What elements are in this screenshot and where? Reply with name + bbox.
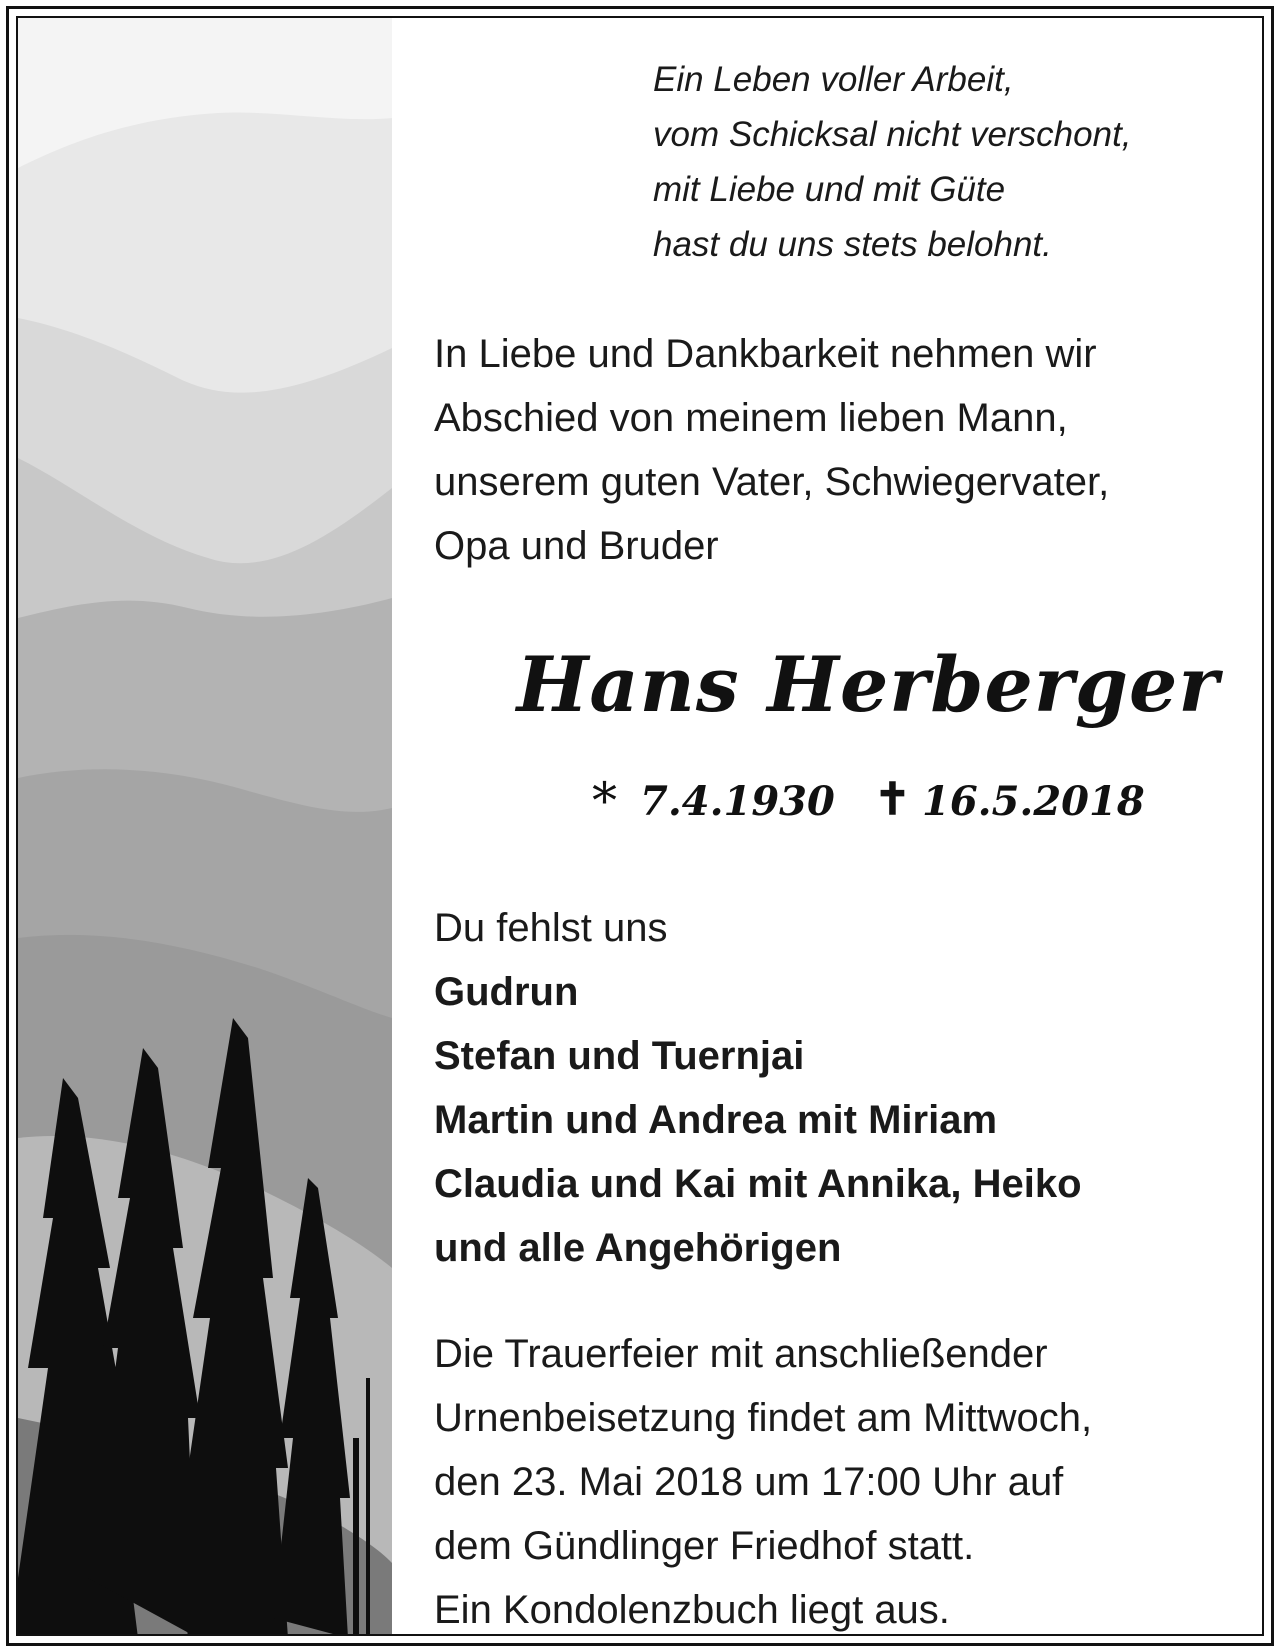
mourner-name: Martin und Andrea mit Miriam xyxy=(434,1098,998,1142)
mourners-lead: Du fehlst uns xyxy=(434,906,668,950)
funeral-line: Die Trauerfeier mit anschließender xyxy=(434,1332,1048,1376)
intro-line: Abschied von meinem lieben Mann, xyxy=(434,396,1068,440)
poem-line: hast du uns stets belohnt. xyxy=(653,225,1052,264)
funeral-line: Urnenbeisetzung findet am Mittwoch, xyxy=(434,1396,1093,1440)
funeral-line: Ein Kondolenzbuch liegt aus. xyxy=(434,1588,950,1632)
death-cross-icon: ✝ xyxy=(874,774,911,825)
birth-star-icon: * xyxy=(592,772,617,830)
mourner-name: Gudrun xyxy=(434,970,579,1014)
funeral-info xyxy=(434,1322,1092,1636)
mourner-name: Claudia und Kai mit Annika, Heiko xyxy=(434,1162,1082,1206)
poem-line: mit Liebe und mit Güte xyxy=(653,170,1006,209)
birth-date: 7.4.1930 xyxy=(640,778,835,825)
intro-line: Opa und Bruder xyxy=(434,524,719,568)
obituary-text xyxy=(392,18,1264,1636)
mourner-name: Stefan und Tuernjai xyxy=(434,1034,805,1078)
poem-line: Ein Leben voller Arbeit, xyxy=(653,60,1014,99)
intro-line: In Liebe und Dankbarkeit nehmen wir xyxy=(434,332,1097,376)
deceased-name: Hans Herberger xyxy=(516,640,1220,729)
obituary-card xyxy=(16,16,1264,1636)
mourners-section xyxy=(434,896,1082,1280)
poem-line: vom Schicksal nicht verschont, xyxy=(653,115,1132,154)
intro-line: unserem guten Vater, Schwiegervater, xyxy=(434,460,1110,504)
memorial-poem xyxy=(653,52,1132,272)
farewell-intro xyxy=(434,322,1109,578)
misty-forest-image xyxy=(18,18,392,1636)
death-date: 16.5.2018 xyxy=(922,778,1145,825)
funeral-line: dem Gündlinger Friedhof statt. xyxy=(434,1524,975,1568)
funeral-line: den 23. Mai 2018 um 17:00 Uhr auf xyxy=(434,1460,1064,1504)
deceased-name-wrapper xyxy=(392,640,1264,729)
mourner-name: und alle Angehörigen xyxy=(434,1226,842,1270)
